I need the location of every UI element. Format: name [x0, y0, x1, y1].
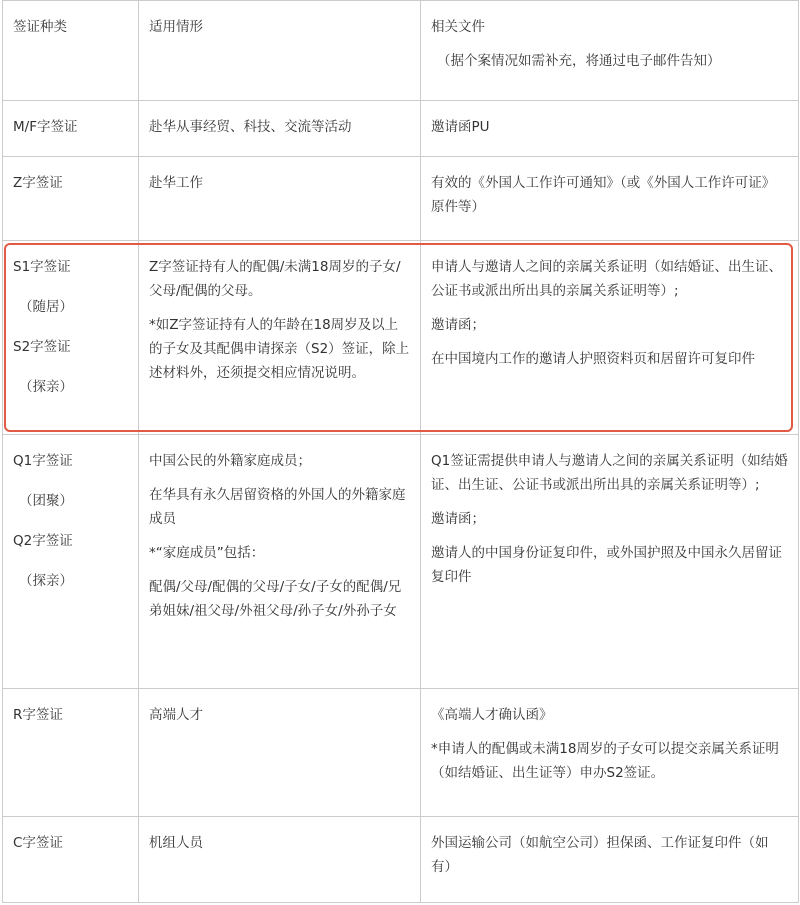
visa-type-label: Q2字签证 — [13, 533, 73, 549]
documents-text: 《高端人才确认函》 — [431, 707, 553, 723]
visa-type-label: S1字签证 — [13, 259, 71, 275]
header-visa-type — [3, 1, 139, 101]
header-visa-type-label: 签证种类 — [13, 19, 67, 35]
visa-type-label: S2字签证 — [13, 339, 71, 355]
visa-requirements-table — [2, 0, 799, 903]
situation-cell — [139, 689, 421, 817]
visa-type-subtitle: （探亲） — [19, 379, 73, 395]
situation-cell — [139, 241, 421, 435]
visa-type-cell — [3, 241, 139, 435]
situation-text: 配偶/父母/配偶的父母/子女/子女的配偶/兄弟姐妹/祖父母/外祖父母/孙子女/外孙子女 — [149, 579, 402, 619]
situation-cell — [139, 101, 421, 157]
documents-note: *申请人的配偶或未满18周岁的子女可以提交亲属关系证明（如结婚证、出生证等）申办S2签证。 — [431, 741, 779, 781]
situation-note: *“家庭成员”包括： — [149, 545, 265, 561]
documents-text: 在中国境内工作的邀请人护照资料页和居留许可复印件 — [431, 351, 755, 367]
visa-type-cell — [3, 157, 139, 241]
table-row — [3, 101, 799, 157]
visa-type-subtitle: （随居） — [19, 299, 73, 315]
table-row-highlighted — [3, 241, 799, 435]
situation-text: 高端人才 — [149, 707, 203, 723]
documents-cell — [421, 689, 799, 817]
documents-text: 申请人与邀请人之间的亲属关系证明（如结婚证、出生证、公证书或派出所出具的亲属关系证明等）; — [431, 259, 782, 299]
situation-text: 赴华工作 — [149, 175, 203, 191]
visa-type-label: C字签证 — [13, 835, 63, 851]
visa-type-cell — [3, 689, 139, 817]
documents-cell — [421, 435, 799, 689]
visa-type-label: R字签证 — [13, 707, 63, 723]
visa-type-subtitle: （团聚） — [19, 493, 73, 509]
visa-type-label: M/F字签证 — [13, 119, 78, 135]
header-documents-note: （据个案情况如需补充，将通过电子邮件告知） — [437, 53, 721, 69]
situation-note: *如Z字签证持有人的年龄在18周岁及以上的子女及其配偶申请探亲（S2）签证，除上述材料外，还须提交相应情况说明。 — [149, 317, 410, 381]
situation-cell — [139, 435, 421, 689]
documents-text: 邀请函； — [431, 317, 485, 333]
table-header-row — [3, 1, 799, 101]
table-row — [3, 817, 799, 903]
visa-type-cell — [3, 817, 139, 903]
documents-text: 有效的《外国人工作许可通知》（或《外国人工作许可证》原件等） — [431, 175, 776, 215]
situation-text: Z字签证持有人的配偶/未满18周岁的子女/父母/配偶的父母。 — [149, 259, 401, 299]
documents-text: 邀请函； — [431, 511, 485, 527]
visa-type-label: Z字签证 — [13, 175, 63, 191]
header-documents — [421, 1, 799, 101]
visa-type-subtitle: （探亲） — [19, 573, 73, 589]
header-documents-label: 相关文件 — [431, 19, 485, 35]
header-situation — [139, 1, 421, 101]
situation-cell — [139, 157, 421, 241]
visa-type-label: Q1字签证 — [13, 453, 73, 469]
table-row — [3, 435, 799, 689]
documents-cell — [421, 817, 799, 903]
documents-text: 邀请人的中国身份证复印件，或外国护照及中国永久居留证复印件 — [431, 545, 782, 585]
situation-text: 中国公民的外籍家庭成员； — [149, 453, 311, 469]
situation-cell — [139, 817, 421, 903]
situation-text: 机组人员 — [149, 835, 203, 851]
documents-cell — [421, 157, 799, 241]
documents-cell — [421, 241, 799, 435]
header-situation-label: 适用情形 — [149, 19, 203, 35]
table-row — [3, 689, 799, 817]
situation-text: 在华具有永久居留资格的外国人的外籍家庭成员 — [149, 487, 406, 527]
situation-text: 赴华从事经贸、科技、交流等活动 — [149, 119, 352, 135]
documents-text: Q1签证需提供申请人与邀请人之间的亲属关系证明（如结婚证、出生证、公证书或派出所出具的亲属关系证明等）; — [431, 453, 788, 493]
visa-type-cell — [3, 101, 139, 157]
documents-cell — [421, 101, 799, 157]
documents-text: 邀请函PU — [431, 119, 490, 135]
documents-text: 外国运输公司（如航空公司）担保函、工作证复印件（如有） — [431, 835, 769, 875]
table-row — [3, 157, 799, 241]
visa-type-cell — [3, 435, 139, 689]
